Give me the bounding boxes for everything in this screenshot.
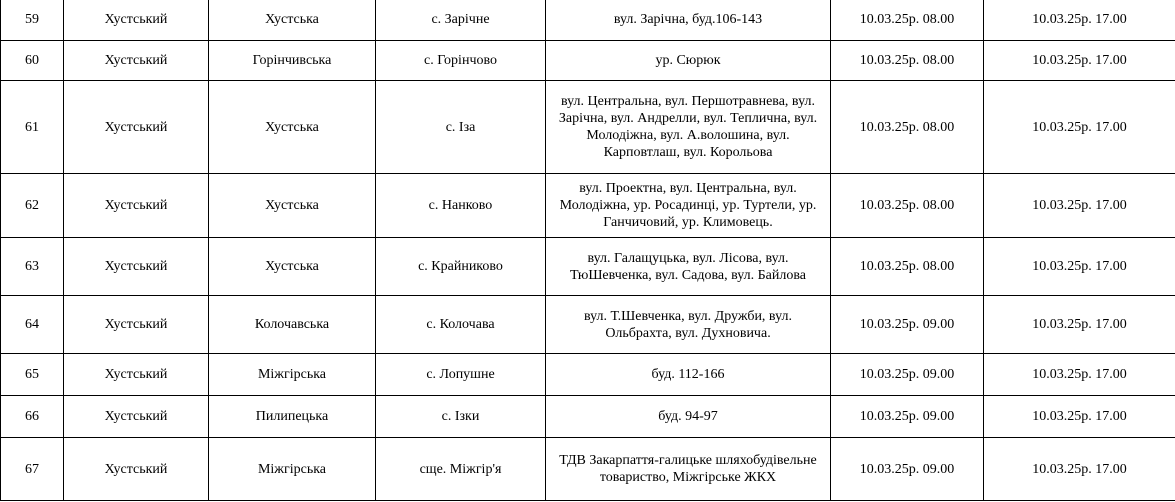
address-cell bbox=[546, 438, 831, 501]
row-number-cell: 67 bbox=[1, 438, 64, 501]
address-line: буд. 112-166 bbox=[651, 367, 725, 382]
settlement-cell: с. Горінчово bbox=[376, 41, 546, 81]
table-row bbox=[1, 174, 1175, 238]
settlement-cell: с. Крайниково bbox=[376, 238, 546, 296]
address-line: вул. Проектна, вул. Центральна, вул. bbox=[579, 181, 797, 196]
end-time-cell: 10.03.25р. 17.00 bbox=[984, 354, 1175, 396]
district-cell: Хустський bbox=[64, 0, 209, 41]
district-cell: Хустський bbox=[64, 396, 209, 438]
settlement-cell: сще. Міжгір'я bbox=[376, 438, 546, 501]
address-cell bbox=[546, 174, 831, 238]
address-line: Молодіжна, вул. А.волошина, вул. bbox=[586, 128, 790, 143]
settlement-cell: с. Ізки bbox=[376, 396, 546, 438]
address-line: вул. Центральна, вул. Першотравнева, вул. bbox=[561, 94, 815, 109]
address-cell bbox=[546, 81, 831, 174]
community-cell: Пилипецька bbox=[209, 396, 376, 438]
address-cell bbox=[546, 238, 831, 296]
address-line: Ольбрахта, вул. Духновича. bbox=[605, 325, 771, 341]
address-cell bbox=[546, 396, 831, 438]
address-line: вул. Зарічна, буд.106-143 bbox=[613, 12, 763, 27]
table-row bbox=[1, 41, 1175, 81]
address-line: буд. 94-97 bbox=[658, 409, 718, 424]
end-time-cell: 10.03.25р. 17.00 bbox=[984, 41, 1175, 81]
row-number-cell: 63 bbox=[1, 238, 64, 296]
start-time-cell: 10.03.25р. 08.00 bbox=[831, 238, 984, 296]
settlement-cell: с. Нанково bbox=[376, 174, 546, 238]
district-cell: Хустський bbox=[64, 174, 209, 238]
table-row bbox=[1, 296, 1175, 354]
table-row bbox=[1, 238, 1175, 296]
address-line: товариство, Міжгірське ЖКХ bbox=[599, 470, 777, 485]
district-cell: Хустський bbox=[64, 438, 209, 501]
start-time-cell: 10.03.25р. 08.00 bbox=[831, 81, 984, 174]
start-time-cell: 10.03.25р. 09.00 bbox=[831, 354, 984, 396]
address-line: ТДВ Закарпаття-галицьке шляхобудівельне bbox=[559, 453, 817, 468]
end-time-cell: 10.03.25р. 17.00 bbox=[984, 0, 1175, 41]
settlement-cell: с. Зарічне bbox=[376, 0, 546, 41]
address-cell bbox=[546, 296, 831, 354]
address-cell bbox=[546, 0, 831, 41]
district-cell: Хустський bbox=[64, 238, 209, 296]
community-cell: Горінчивська bbox=[209, 41, 376, 81]
settlement-cell: с. Іза bbox=[376, 81, 546, 174]
end-time-cell: 10.03.25р. 17.00 bbox=[984, 81, 1175, 174]
row-number-cell: 66 bbox=[1, 396, 64, 438]
district-cell: Хустський bbox=[64, 81, 209, 174]
row-number-cell: 61 bbox=[1, 81, 64, 174]
table-row bbox=[1, 0, 1175, 41]
end-time-cell: 10.03.25р. 17.00 bbox=[984, 296, 1175, 354]
community-cell: Хустська bbox=[209, 238, 376, 296]
start-time-cell: 10.03.25р. 08.00 bbox=[831, 0, 984, 41]
district-cell: Хустський bbox=[64, 296, 209, 354]
district-cell: Хустський bbox=[64, 354, 209, 396]
address-line: вул. Т.Шевченка, вул. Дружби, вул. bbox=[584, 308, 792, 324]
end-time-cell: 10.03.25р. 17.00 bbox=[984, 396, 1175, 438]
row-number-cell: 64 bbox=[1, 296, 64, 354]
start-time-cell: 10.03.25р. 08.00 bbox=[831, 41, 984, 81]
community-cell: Хустська bbox=[209, 0, 376, 41]
address-cell bbox=[546, 41, 831, 81]
district-cell: Хустський bbox=[64, 41, 209, 81]
start-time-cell: 10.03.25р. 09.00 bbox=[831, 296, 984, 354]
address-line: Ганчичовий, ур. Климовець. bbox=[603, 215, 773, 230]
settlement-cell: с. Лопушне bbox=[376, 354, 546, 396]
address-line: вул. Галащуцька, вул. Лісова, вул. bbox=[587, 250, 789, 266]
end-time-cell: 10.03.25р. 17.00 bbox=[984, 174, 1175, 238]
community-cell: Хустська bbox=[209, 81, 376, 174]
community-cell: Міжгірська bbox=[209, 438, 376, 501]
table-body bbox=[1, 0, 1175, 501]
row-number-cell: 59 bbox=[1, 0, 64, 41]
community-cell: Міжгірська bbox=[209, 354, 376, 396]
row-number-cell: 62 bbox=[1, 174, 64, 238]
table-row bbox=[1, 396, 1175, 438]
address-line: ТюШевченка, вул. Садова, вул. Байлова bbox=[570, 267, 806, 283]
end-time-cell: 10.03.25р. 17.00 bbox=[984, 238, 1175, 296]
table-row bbox=[1, 354, 1175, 396]
address-line: Карповтлаш, вул. Корольова bbox=[603, 145, 773, 160]
row-number-cell: 60 bbox=[1, 41, 64, 81]
community-cell: Хустська bbox=[209, 174, 376, 238]
address-line: Молодіжна, ур. Росадинці, ур. Туртели, ур. bbox=[559, 198, 817, 213]
end-time-cell: 10.03.25р. 17.00 bbox=[984, 438, 1175, 501]
address-line: ур. Сюрюк bbox=[655, 53, 721, 68]
start-time-cell: 10.03.25р. 08.00 bbox=[831, 174, 984, 238]
settlement-cell: с. Колочава bbox=[376, 296, 546, 354]
row-number-cell: 65 bbox=[1, 354, 64, 396]
address-line: Зарічна, вул. Андрелли, вул. Теплична, вул. bbox=[558, 111, 818, 126]
start-time-cell: 10.03.25р. 09.00 bbox=[831, 438, 984, 501]
start-time-cell: 10.03.25р. 09.00 bbox=[831, 396, 984, 438]
community-cell: Колочавська bbox=[209, 296, 376, 354]
table-row bbox=[1, 438, 1175, 501]
table-row bbox=[1, 81, 1175, 174]
address-cell bbox=[546, 354, 831, 396]
